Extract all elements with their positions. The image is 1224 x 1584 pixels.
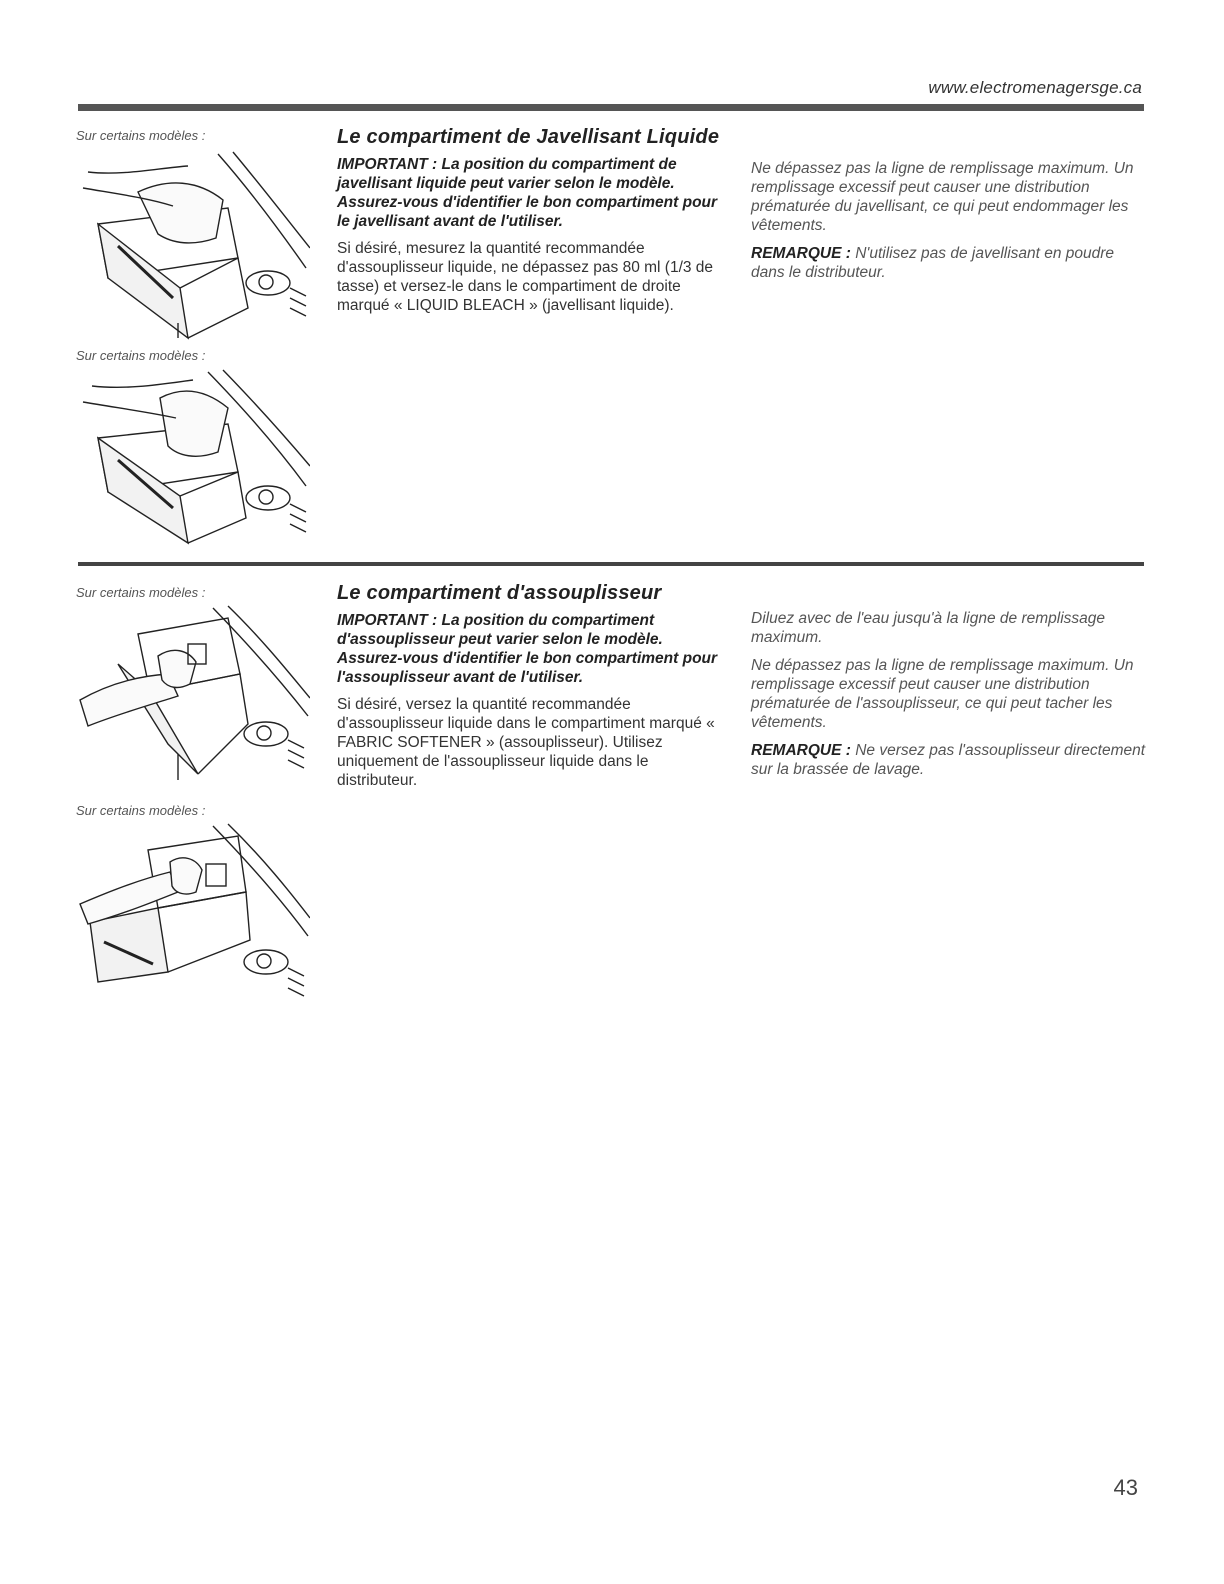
bleach-notes: [751, 159, 1146, 291]
softener-instructions: Si désiré, versez la quantité recommandée d'assouplisseur liquide dans le compartiment marqué « FABRIC SOFTENER » (assouplisseur). Utilisez uniquement de l'assouplisseur liquide dans le distributeur.: [337, 696, 715, 789]
bleach-overfill-warning: Ne dépassez pas la ligne de remplissage maximum. Un remplissage excessif peut causer une distribution prématurée du javellisant, ce qui peut endommager les vêtements.: [751, 160, 1134, 234]
caption-softener-2: Sur certains modèles :: [76, 803, 206, 818]
softener-remark-label: REMARQUE :: [751, 742, 851, 759]
softener-dispenser-illustration-2: [78, 822, 310, 1000]
softener-remark: [751, 741, 1146, 779]
bleach-remark-label: REMARQUE :: [751, 245, 851, 262]
bleach-important-notice: IMPORTANT : La position du compartiment de javellisant liquide peut varier selon le modèle. Assurez-vous d'identifier le bon compartiment pour le javellisant avant de l'utiliser.: [337, 156, 718, 230]
bleach-section-title: Le compartiment de Javellisant Liquide: [337, 126, 720, 148]
section-divider: [78, 562, 1144, 566]
softener-notes: [751, 609, 1146, 788]
softener-important-notice: IMPORTANT : La position du compartiment d'assouplisseur peut varier selon le modèle. Assurez-vous d'identifier le bon compartiment pour l'assouplisseur avant de l'utiliser.: [337, 612, 718, 686]
bleach-dispenser-illustration-1: [78, 148, 310, 348]
caption-bleach-1: Sur certains modèles :: [76, 128, 206, 143]
softener-overfill-warning: Ne dépassez pas la ligne de remplissage maximum. Un remplissage excessif peut causer une distribution prématurée de l'assouplisseur, ce qui peut tacher les vêtements.: [751, 657, 1134, 731]
softener-dispenser-illustration-1: [78, 604, 310, 780]
bleach-dispenser-illustration-2: [78, 368, 310, 548]
softener-section: [337, 582, 722, 790]
bleach-section: [337, 126, 722, 315]
bleach-instructions: Si désiré, mesurez la quantité recommandée d'assouplisseur liquide, ne dépassez pas 80 ml (1/3 de tasse) et versez-le dans le compartiment de droite marqué « LIQUID BLEACH » (javellisant liquide).: [337, 240, 714, 314]
caption-bleach-2: Sur certains modèles :: [76, 348, 206, 363]
website-url: www.electromenagersge.ca: [928, 78, 1142, 97]
bleach-remark: [751, 244, 1146, 282]
page-number: 43: [1113, 1475, 1138, 1500]
header-rule: [78, 104, 1144, 111]
softener-dilute-note: Diluez avec de l'eau jusqu'à la ligne de remplissage maximum.: [751, 610, 1106, 646]
softener-remark-text: Ne versez pas l'assouplisseur directement sur la brassée de lavage.: [751, 742, 1146, 778]
softener-section-title: Le compartiment d'assouplisseur: [337, 582, 662, 604]
caption-softener-1: Sur certains modèles :: [76, 585, 206, 600]
bleach-remark-text: N'utilisez pas de javellisant en poudre dans le distributeur.: [751, 245, 1115, 281]
